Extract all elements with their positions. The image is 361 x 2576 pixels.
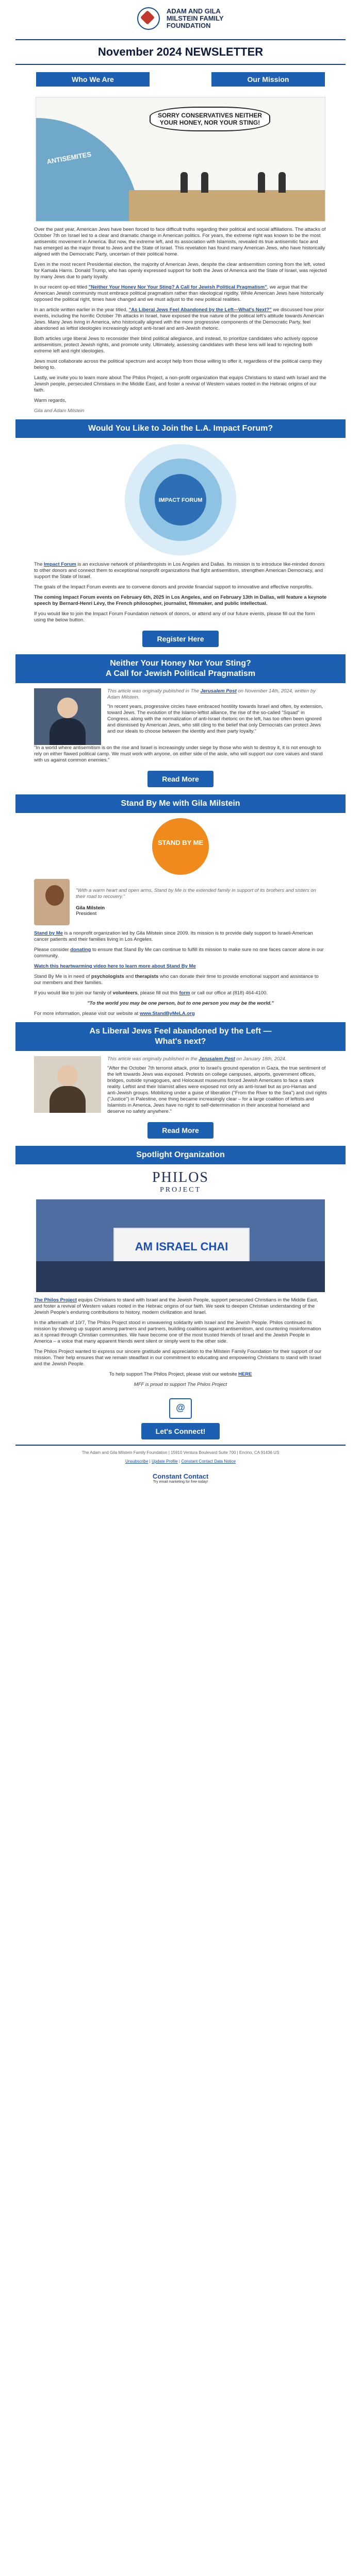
article2-banner — [15, 1022, 346, 1051]
gila-milstein-info — [76, 888, 327, 917]
article1-origin — [107, 688, 327, 701]
cartoon-wave — [36, 118, 139, 221]
who-we-are-button[interactable]: Who We Are — [36, 72, 150, 87]
article2-title-line-2: What's next? — [155, 1037, 206, 1046]
cartoon-ground — [129, 190, 325, 221]
photo-head — [57, 1065, 78, 1086]
footer-address: The Adam and Gila Milstein Family Foundation | 15910 Ventura Boulevard Suite 700 | Encino, CA 91436 US — [81, 1450, 280, 1455]
text: To help support The Philos Project, please visit our website — [109, 1371, 239, 1377]
article2-origin — [107, 1056, 327, 1062]
text: and — [124, 974, 135, 979]
impact-paragraph: The goals of the Impact Forum events are to convene donors and provide financial support to innovative and effective nonprofits. — [34, 584, 313, 590]
article1-more — [15, 745, 346, 764]
article2-photo — [34, 1056, 101, 1113]
contact-section — [15, 1398, 346, 1439]
photo-head — [57, 698, 78, 718]
article1-banner — [15, 654, 346, 683]
adam-milstein-photo — [34, 688, 101, 745]
spotlight-paragraph — [34, 1297, 327, 1316]
gila-milstein-name: Gila Milstein — [76, 905, 105, 911]
intro-section — [15, 227, 346, 414]
stand-by-me-section — [15, 930, 346, 1017]
cartoon-wave-label: ANTISEMITES — [46, 150, 92, 166]
article2-read-more-button[interactable]: Read More — [147, 1122, 214, 1139]
email-icon — [169, 1398, 192, 1419]
foundation-logo-text — [167, 8, 224, 29]
watch-video-link[interactable]: Watch this heartwarming video here to learn more about Stand By Me — [34, 963, 196, 969]
photo-torso — [50, 718, 86, 745]
intro-paragraph: Lastly, we invite you to learn more about The Philos Project, a non-profit organization that equips Christians to stand with Israel and the Jewish people, persecuted Christians in the Middle East, and foster a revival of Western values rooted in the Hebraic origins of our faith. — [34, 375, 326, 393]
article2-text — [107, 1056, 327, 1115]
cartoon-figure — [201, 172, 208, 193]
text: we discussed how prior events, including the horrific October 7th attacks in Israel, have exposed the true nature of the political left's attitude towards American Jews. Many Jews living in America, who historically aligned with the more progressive components of the Democratic Party, feel abandoned as leftist ideologies increasingly adopt anti-Israel and anti-Jewish rhetoric. — [34, 307, 324, 331]
stand-by-me-logo — [152, 818, 209, 875]
intro-paragraph: Both articles urge liberal Jews to reconsider their blind political allegiance, and instead, to prioritize candidates who actively oppose antisemitism, protect Jewish rights, and promote unity. Ultimately, assessing candidates with these lens will lead to rejecting both extreme left and right ideologies. — [34, 336, 318, 354]
text: The — [34, 562, 44, 567]
text: or call our office at (818) 464-4100. — [190, 990, 268, 996]
stand-by-me-banner: Stand By Me with Gila Milstein — [15, 794, 346, 813]
article1-title-line-2: A Call for Jewish Political Pragmatism — [105, 669, 256, 678]
text: on January 18th, 2024. — [235, 1056, 287, 1062]
text: to ensure that Stand By Me can continue to fulfill its mission to make sure no one faces cancer alone in our community. — [34, 947, 324, 959]
impact-paragraph — [34, 562, 327, 580]
logo-line-1: ADAM AND GILA — [166, 7, 221, 15]
text: This article was originally published in the — [107, 1056, 199, 1062]
rally-crowd — [36, 1261, 325, 1292]
text: equips Christians to stand with Israel and the Jewish People, support persecuted Christians in the Middle East, and foster a revival of Western values rooted in the Hebraic origins of our faith. We seek to deepen Christian understanding of the Jewish People's enduring contributions to history, modern civilization and Israel. — [34, 1297, 318, 1315]
stand-by-me-website-link[interactable]: www.StandByMeLA.org — [139, 1011, 195, 1016]
cartoon-figure — [258, 172, 265, 193]
signature: Gila and Adam Milstein — [34, 408, 85, 414]
text: on November 14th, 2024, written by Adam Milstein. — [107, 688, 316, 700]
cartoon-figure — [180, 172, 188, 193]
sbm-paragraph — [34, 947, 327, 959]
foundation-logo-icon — [137, 7, 160, 30]
stand-by-me-link[interactable]: Stand by Me — [34, 930, 63, 936]
rally-photo — [36, 1199, 325, 1292]
text: , we argue that the American Jewish community must embrace political pragmatism rather than ideological rigidity. While American Jews have historically opposed the political right, times have changed and we must adjust to the new political realities. — [34, 284, 324, 302]
diagram-center-label: IMPACT FORUM — [158, 497, 203, 503]
article1-title-line-1: Neither Your Honey Nor Your Sting? — [110, 659, 251, 668]
text: is a nonprofit organization led by Gila Milstein since 2009. Its mission is to provide daily support to Israeli-American cancer patients and their families living in Los Angeles. — [34, 930, 313, 942]
stand-by-me-logo-text: STAND BY ME — [157, 839, 204, 846]
register-button[interactable]: Register Here — [142, 631, 218, 647]
our-mission-button[interactable]: Our Mission — [211, 72, 325, 87]
nav-row — [15, 65, 346, 94]
text: is an exclusive network of philanthropists in Los Angeles and Dallas. Its mission is to introduce like-minded donors to other donors and connect them to exceptional nonprofit organizations that fight antisemitism, strengthen American Democracy, and support the State of Israel. — [34, 562, 325, 580]
photo-torso — [50, 1086, 86, 1113]
sbm-paragraph — [34, 930, 327, 943]
intro-paragraph: Even in the most recent Presidential election, the majority of American Jews, despite the clear antisemitism coming from the left, voted for Kamala Harris. Donald Trump, who has openly expressed support for both the Jews of America and the State of Israel, was rejected by many Jews due to party loyalty. — [34, 262, 327, 280]
article1-quote: "In a world where antisemitism is on the rise and Israel is increasingly under siege by those who wish to destroy it, it is not enough to rely on either flawed political camp. We must work with anyone, on either side of the aisle, who will support our core values and stand with us against common enemies." — [34, 745, 323, 763]
text: In our recent op-ed titled — [34, 284, 89, 290]
text: Please consider — [34, 947, 71, 953]
impact-paragraph: The coming Impact Forum events on February 6th, 2025 in Los Angeles, and on February 13th in Dallas, will feature a keynote speech by Bernard-Henri Lévy, the French philosopher, journalist, filmmaker, and public intellectual. — [34, 595, 327, 606]
sbm-paragraph — [34, 1011, 327, 1017]
article1-read-more-wrap — [15, 771, 346, 787]
jerusalem-post-link[interactable]: Jerusalem Post — [199, 1056, 235, 1062]
spotlight-paragraph: In the aftermath of 10/7, The Philos Project stood in unwavering solidarity with Israel and the Jewish People. Philos continued its mission by showing up support among partners and partners, building coalitions against antisemitism, and countering misinformation as it spread through Christian communities. We have become one of the most trusted friends of Israel and the Jewish People in America – a voice that many apparent friends went silent or simply went to the other side. — [34, 1320, 321, 1344]
sign-off: Warm regards, — [34, 398, 67, 403]
text: Stand By Me is in need of — [34, 974, 91, 979]
political-cartoon — [36, 97, 325, 222]
text: who can donate their time to provide emotional support and assistance to our members and their families. — [34, 974, 319, 986]
spotlight-paragraph — [34, 1371, 327, 1378]
update-profile-link[interactable]: Update Profile — [151, 1459, 178, 1464]
footer — [15, 1446, 346, 1468]
article1-read-more-button[interactable]: Read More — [147, 771, 214, 787]
cc-logo-line-1: Constant — [152, 1472, 182, 1480]
article1-quote: "In recent years, progressive circles have embraced hostility towards Israel and often, by extension, toward Jews. The evolution of the Islamo-leftist alliance, the rise of the so-called "Squad" in Congress, along with the normalization of anti-Israel rhetoric on the left, has too often been ignored and dismissed by American Jews, who still cling to the belief that only Democrats can protect Jews and our ideals to choose between the identity and their party loyalty." — [107, 704, 323, 734]
cc-logo-line-2: Contact — [183, 1472, 209, 1480]
intro-paragraph: Over the past year, American Jews have been forced to face difficult truths regarding their political and social affiliations. The attacks of October 7th on Israel led to a clear and dramatic change in American politics. For years, the extreme right was known to be the most antisemitic movement in America. But now, the extreme left, and its association with Islamists, revealed its true antisemitic face and has emerged as the major threat to Jews and the State of Israel. This revelation has found many American Jews, who have historically aligned with the Democratic Party, uncertain of their political home. — [34, 227, 326, 257]
spotlight-banner: Spotlight Organization — [15, 1146, 346, 1164]
donating-link[interactable]: donating — [70, 947, 91, 953]
footer-links: Unsubscribe | Update Profile | Constant Contact Data Notice — [125, 1459, 236, 1464]
article2-content — [15, 1056, 346, 1115]
jerusalem-post-link[interactable]: Jerusalem Post — [200, 688, 237, 694]
stand-by-me-quote: "With a warm heart and open arms, Stand by Me is the extended family in support of its brothers and sisters on their road to recovery." — [76, 888, 316, 900]
lets-connect-button[interactable]: Let's Connect! — [141, 1423, 220, 1439]
gila-milstein-photo — [34, 879, 70, 925]
email-container — [15, 0, 346, 1484]
cartoon-speech-bubble: SORRY CONSERVATIVES NEITHER YOUR HONEY, NOR YOUR STING! — [150, 107, 270, 131]
liberal-jews-link[interactable]: "As Liberal Jews Feel Abandoned by the Left—What's Next?" — [128, 307, 272, 313]
article2-title-line-1: As Liberal Jews Feel abandoned by the Left — — [89, 1027, 272, 1036]
text: In an article written earlier in the year titled, — [34, 307, 129, 313]
newsletter-title: November 2024 NEWSLETTER — [15, 39, 346, 65]
sbm-paragraph — [34, 963, 327, 970]
foundation-logo[interactable] — [15, 0, 346, 39]
sbm-paragraph — [34, 974, 327, 986]
gila-milstein-card — [15, 879, 346, 925]
text: , please fill out this — [137, 990, 179, 996]
cc-tagline: Try email marketing for free today! — [153, 1480, 208, 1484]
data-notice-link[interactable]: Constant Contact Data Notice — [181, 1459, 236, 1464]
impact-forum-diagram — [124, 443, 237, 556]
volunteer-form-link[interactable]: form — [179, 990, 190, 996]
neither-honey-link[interactable]: "Neither Your Honey Nor Your Sting? A Call for Jewish Political Pragmatism" — [88, 284, 267, 290]
intro-paragraph: Jews must collaborate across the political spectrum and accept help from those willing to offer it, regardless of the political camp they belong to. — [34, 359, 322, 370]
text: psychologists — [91, 974, 124, 979]
philos-project-logo — [15, 1170, 346, 1194]
impact-forum-section — [15, 562, 346, 623]
philos-website-link[interactable]: HERE — [238, 1371, 252, 1377]
text: volunteers — [112, 990, 138, 996]
philos-logo-small: PROJECT — [159, 1186, 202, 1194]
intro-paragraph — [34, 307, 327, 332]
article1-content — [15, 688, 346, 745]
spotlight-section — [15, 1297, 346, 1388]
rally-sign: AM ISRAEL CHAI — [113, 1228, 250, 1266]
article2-read-more-wrap — [15, 1122, 346, 1139]
intro-paragraph — [34, 284, 327, 303]
unsubscribe-link[interactable]: Unsubscribe — [125, 1459, 149, 1464]
impact-paragraph: If you would like to join the Impact Forum Foundation network of donors, or attend any of our future events, please fill out the form using the below button. — [34, 611, 315, 623]
sbm-motto: "To the world you may be one person, but to one person you may be the world." — [87, 1001, 274, 1006]
spotlight-support-note: MFF is proud to support The Philos Project — [134, 1382, 227, 1387]
gila-milstein-role: President — [76, 911, 97, 917]
logo-line-2: MILSTEIN FAMILY — [166, 14, 224, 22]
impact-forum-diagram-svg — [124, 443, 237, 556]
impact-forum-link[interactable]: Impact Forum — [44, 562, 76, 567]
spotlight-paragraph: The Philos Project wanted to express our sincere gratitude and appreciation to the Milstein Family Foundation for their support of our mission. Their help ensures that we remain steadfast in our commitment to educating and empowering Christians to stand with Israel and the Jewish People. — [34, 1349, 322, 1367]
text: This article was originally published in The — [107, 688, 201, 694]
text: For more information, please visit our website at — [34, 1011, 140, 1016]
text: If you would like to join our family of — [34, 990, 113, 996]
article2-quote: "After the October 7th terrorist attack, prior to Israel's ground operation in Gaza, the true sentiment of the left towards Jews was exposed. Protests on college campuses, airports, government offices, bridges, outside synagogues, and Holocaust museums forced Jewish Americans to face a stark reality. Leftist and their Islamist allies were exposed not only as anti-Israel but as pro-Hamas and anti-Jewish groups. Mobilizing under a guise of liberation ("From the River to the Sea") and civil rights ("Justice") in Palestine, one thing became increasingly clear – for a large coalition of leftists and Islamists in America, Jews have no right to self-determination in their ancestral homeland and deserve no safety anywhere." — [107, 1065, 327, 1114]
text: therapists — [135, 974, 159, 979]
logo-line-3: FOUNDATION — [166, 22, 211, 29]
philos-project-link[interactable]: The Philos Project — [34, 1297, 77, 1303]
philos-logo-big: PHILOS — [152, 1170, 209, 1185]
constant-contact-logo[interactable] — [15, 1472, 346, 1484]
impact-forum-banner: Would You Like to Join the L.A. Impact Forum? — [15, 419, 346, 438]
article1-text — [107, 688, 327, 745]
cartoon-figure — [278, 172, 286, 193]
register-button-wrap — [15, 631, 346, 647]
sbm-paragraph — [34, 990, 327, 996]
